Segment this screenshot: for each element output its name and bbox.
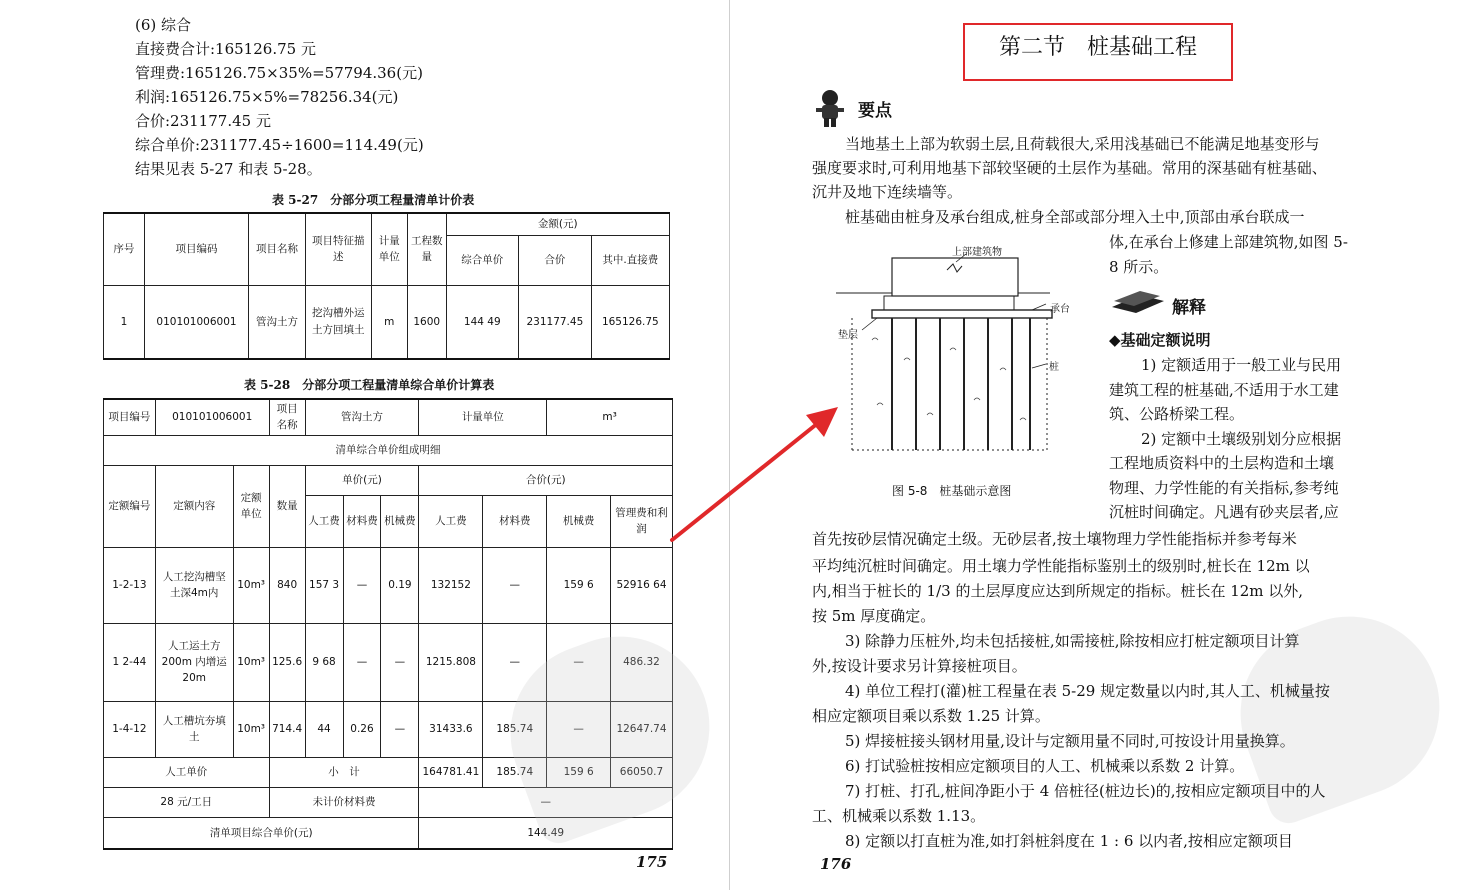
table-cell: 1 2-44 <box>104 623 156 701</box>
cell-label: 计量单位 <box>419 399 547 435</box>
table-cell: 0.26 <box>343 701 381 757</box>
figure-label: 上部建筑物 <box>952 247 1002 258</box>
table-caption: 表 5-27 分部分项工程量清单计价表 <box>272 193 475 207</box>
table-cell: 1-2-13 <box>104 547 156 623</box>
col-header: 机械费 <box>381 495 419 547</box>
col-header: 定额单位 <box>233 465 269 547</box>
table-cell: 12647.74 <box>610 701 672 757</box>
text-line: 当地基土上部为软弱土层,且荷载很大,采用浅基础已不能满足地基变形与 <box>845 135 1320 153</box>
table-cell: 1600 <box>407 285 446 359</box>
table-cell: 52916 64 <box>610 547 672 623</box>
text-line: 按 5m 厚度确定。 <box>812 607 936 625</box>
text-line: 强度要求时,可利用地基下部较坚硬的土层作为基础。常用的深基础有桩基础、 <box>812 159 1327 177</box>
table-cell: 231177.45 <box>519 285 592 359</box>
table-cell: m <box>371 285 407 359</box>
text-line: 首先按砂层情况确定土级。无砂层者,按土壤物理力学性能指标并参考每米 <box>812 530 1297 548</box>
table-cell: 125.6 <box>269 623 305 701</box>
page-number: 175 <box>636 853 668 871</box>
figure-label: 桩 <box>1049 362 1059 373</box>
text-line: 2) 定额中土壤级别划分应根据 <box>1141 430 1342 448</box>
table-cell: 66050.7 <box>610 757 672 787</box>
cell-label: 项目名称 <box>269 399 305 435</box>
text-line: 工、机械乘以系数 1.13。 <box>812 807 986 825</box>
table-cell: 010101006001 <box>144 285 248 359</box>
table-cell: 28 元/工日 <box>104 787 270 817</box>
table-cell: 44 <box>305 701 343 757</box>
text-line: 8 所示。 <box>1109 258 1169 276</box>
col-header: 人工费 <box>419 495 483 547</box>
text-line: 内,相当于桩长的 1/3 的土层厚度应达到所规定的指标。桩长在 12m 以外, <box>812 582 1304 600</box>
table-caption: 表 5-28 分部分项工程量清单综合单价计算表 <box>244 378 495 392</box>
cell-value: 管沟土方 <box>305 399 419 435</box>
table-row <box>104 285 670 359</box>
table-cell: — <box>381 701 419 757</box>
col-header: 合价(元) <box>419 465 673 495</box>
cell-value: m³ <box>547 399 673 435</box>
table-cell: — <box>483 623 547 701</box>
text-line: 物理、力学性能的有关指标,参考纯 <box>1109 479 1339 497</box>
table-cell: 132152 <box>419 547 483 623</box>
table-cell: 165126.75 <box>591 285 669 359</box>
table-cell: 157 3 <box>305 547 343 623</box>
text-line: 外,按设计要求另计算接桩项目。 <box>812 657 1027 675</box>
table-cell: 10m³ <box>233 547 269 623</box>
col-header: 计量单位 <box>371 213 407 285</box>
heading-points: 要点 <box>858 101 892 121</box>
col-header: 材料费 <box>343 495 381 547</box>
table-cell: 185.74 <box>483 701 547 757</box>
table-cell: 164781.41 <box>419 757 483 787</box>
text-line: 筑、公路桥梁工程。 <box>1109 405 1245 423</box>
col-header: 项目编码 <box>144 213 248 285</box>
figure-caption: 图 5-8 桩基础示意图 <box>892 484 1012 498</box>
table-cell: 10m³ <box>233 701 269 757</box>
table-cell: — <box>343 623 381 701</box>
table-cell: 31433.6 <box>419 701 483 757</box>
table-cell: — <box>547 623 611 701</box>
cell-label: 项目编号 <box>104 399 156 435</box>
text-line: 沉桩时间确定。凡遇有砂夹层者,应 <box>1109 503 1339 521</box>
table-cell: — <box>419 787 673 817</box>
text-line: 5) 焊接桩接头钢材用量,设计与定额用量不同时,可按设计用量换算。 <box>845 732 1295 750</box>
table-cell: 人工槽坑夯填土 <box>155 701 233 757</box>
table-5-27 <box>103 212 670 360</box>
book-stack-icon <box>1110 287 1166 315</box>
table-cell: — <box>547 701 611 757</box>
text-line: 管理费:165126.75×35%=57794.36(元) <box>135 64 423 82</box>
text-line: 4) 单位工程打(灌)桩工程量在表 5-29 规定数量以内时,其人工、机械量按 <box>845 682 1330 700</box>
table-cell: 840 <box>269 547 305 623</box>
table-cell: 10m³ <box>233 623 269 701</box>
col-header: 单价(元) <box>305 465 419 495</box>
col-header: 项目特征描述 <box>305 213 371 285</box>
table-cell: 159 6 <box>547 547 611 623</box>
text-line: 综合单价:231177.45÷1600=114.49(元) <box>135 136 424 154</box>
text-line: 利润:165126.75×5%=78256.34(元) <box>135 88 399 106</box>
table-cell: 1215.808 <box>419 623 483 701</box>
text-line: 6) 打试验桩按相应定额项目的人工、机械乘以系数 2 计算。 <box>845 757 1245 775</box>
text-line: (6) 综合 <box>135 16 192 34</box>
col-header: 材料费 <box>483 495 547 547</box>
col-header: 工程数量 <box>407 213 446 285</box>
col-header: 管理费和利润 <box>610 495 672 547</box>
col-header: 机械费 <box>547 495 611 547</box>
table-cell: 人工单价 <box>104 757 270 787</box>
text-line: 1) 定额适用于一般工业与民用 <box>1141 356 1342 374</box>
table-cell: 清单项目综合单价(元) <box>104 817 419 849</box>
page-number: 176 <box>820 855 852 873</box>
text-line: 桩基础由桩身及承台组成,桩身全部或部分埋入土中,顶部由承台联成一 <box>845 208 1305 226</box>
table-cell: — <box>381 623 419 701</box>
col-header: 序号 <box>104 213 145 285</box>
col-header: 定额编号 <box>104 465 156 547</box>
cell-value: 010101006001 <box>155 399 269 435</box>
sub-heading: ◆基础定额说明 <box>1109 331 1211 349</box>
col-header: 数量 <box>269 465 305 547</box>
col-header: 定额内容 <box>155 465 233 547</box>
text-line: 结果见表 5-27 和表 5-28。 <box>135 160 322 178</box>
section-title: 第二节 桩基础工程 <box>998 35 1197 60</box>
text-line: 直接费合计:165126.75 元 <box>135 40 316 58</box>
table-cell: 未计价材料费 <box>269 787 419 817</box>
table-cell: 185.74 <box>483 757 547 787</box>
worker-icon <box>810 86 850 128</box>
table-cell: 144.49 <box>419 817 673 849</box>
text-line: 体,在承台上修建上部建筑物,如图 5- <box>1109 233 1348 251</box>
table-cell: 144 49 <box>446 285 519 359</box>
col-header: 金额(元) <box>446 213 670 235</box>
table-row <box>104 547 673 623</box>
pile-foundation-figure <box>832 240 1084 468</box>
table-cell: 0.19 <box>381 547 419 623</box>
figure-label: 垫层 <box>838 330 858 341</box>
col-header: 其中.直接费 <box>591 235 669 285</box>
text-line: 7) 打桩、打孔,桩间净距小于 4 倍桩径(桩边长)的,按相应定额项目中的人 <box>845 782 1326 800</box>
text-line: 合价:231177.45 元 <box>135 112 271 130</box>
col-header: 综合单价 <box>446 235 519 285</box>
table-cell: 挖沟槽外运土方回填土 <box>305 285 371 359</box>
text-line: 平均纯沉桩时间确定。用土壤力学性能指标鉴别土的级别时,桩长在 12m 以 <box>812 557 1310 575</box>
table-cell: 人工运土方 200m 内增运20m <box>155 623 233 701</box>
text-line: 相应定额项目乘以系数 1.25 计算。 <box>812 707 1050 725</box>
col-header: 项目名称 <box>249 213 306 285</box>
col-header: 合价 <box>519 235 592 285</box>
table-cell: 159 6 <box>547 757 611 787</box>
section-title: 清单综合单价组成明细 <box>104 435 673 465</box>
col-header: 人工费 <box>305 495 343 547</box>
text-line: 沉井及地下连续墙等。 <box>812 183 963 201</box>
table-cell: 714.4 <box>269 701 305 757</box>
table-cell: 小 计 <box>269 757 419 787</box>
table-cell: 管沟土方 <box>249 285 306 359</box>
red-arrow-annotation <box>660 395 850 555</box>
table-cell: — <box>483 547 547 623</box>
text-line: 8) 定额以打直桩为准,如打斜桩斜度在 1 : 6 以内者,按相应定额项目 <box>845 832 1293 850</box>
text-line: 建筑工程的桩基础,不适用于水工建 <box>1109 381 1339 399</box>
text-line: 3) 除静力压桩外,均未包括接桩,如需接桩,除按相应打桩定额项目计算 <box>845 632 1300 650</box>
text-line: 工程地质资料中的土层构造和土壤 <box>1109 454 1335 472</box>
table-cell: 1 <box>104 285 145 359</box>
table-cell: 486.32 <box>610 623 672 701</box>
table-cell: 1-4-12 <box>104 701 156 757</box>
table-cell: — <box>343 547 381 623</box>
table-cell: 9 68 <box>305 623 343 701</box>
figure-label: 承台 <box>1050 304 1070 315</box>
table-cell: 人工挖沟槽坚土深4m内 <box>155 547 233 623</box>
heading-explain: 解释 <box>1172 298 1206 318</box>
